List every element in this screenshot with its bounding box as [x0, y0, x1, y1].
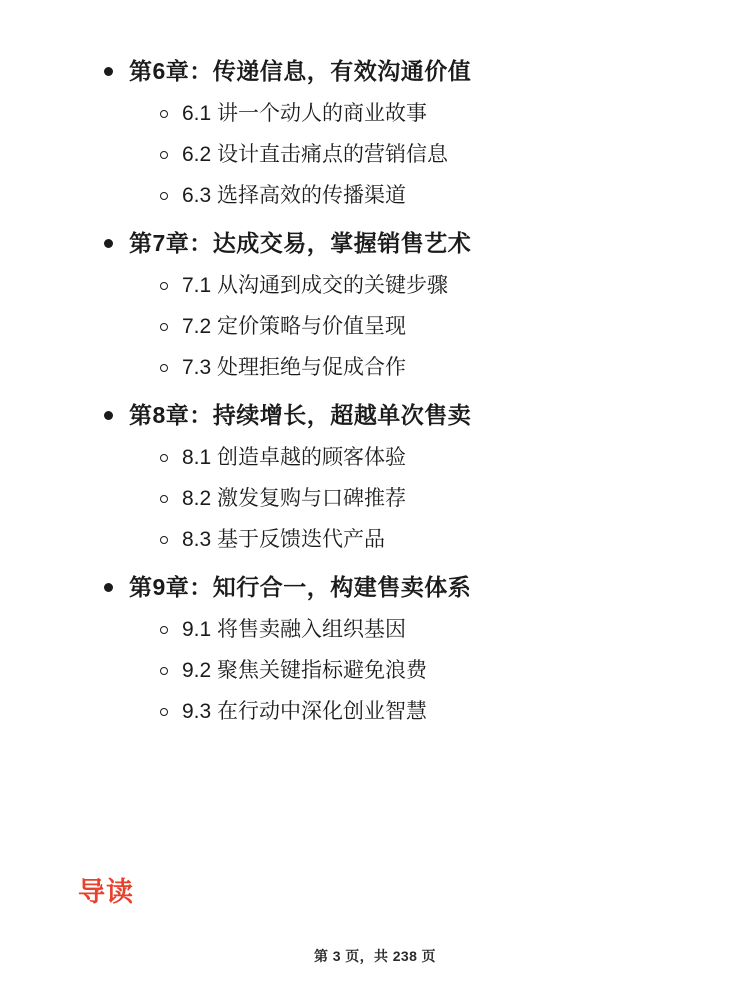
toc-section-title: 9.2 聚焦关键指标避免浪费 [182, 659, 428, 682]
toc-chapter-title: 第9章：知行合一，构建售卖体系 [129, 574, 472, 600]
toc-section-item [60, 270, 690, 302]
table-of-contents [60, 54, 690, 728]
toc-section-list [60, 614, 690, 728]
filled-bullet-icon [104, 67, 113, 76]
hollow-bullet-icon [160, 708, 168, 716]
toc-section-title: 9.3 在行动中深化创业智慧 [182, 700, 428, 723]
toc-section-title: 6.1 讲一个动人的商业故事 [182, 102, 428, 125]
hollow-bullet-icon [160, 454, 168, 462]
hollow-bullet-icon [160, 192, 168, 200]
toc-section-item [60, 139, 690, 171]
hollow-bullet-icon [160, 536, 168, 544]
toc-section-title: 7.3 处理拒绝与促成合作 [182, 356, 407, 379]
hollow-bullet-icon [160, 364, 168, 372]
hollow-bullet-icon [160, 323, 168, 331]
filled-bullet-icon [104, 239, 113, 248]
toc-chapter [60, 54, 690, 212]
toc-chapter-title: 第6章：传递信息，有效沟通价值 [129, 58, 472, 84]
hollow-bullet-icon [160, 667, 168, 675]
page-footer: 第 3 页，共 238 页 [314, 948, 436, 964]
toc-section-item [60, 180, 690, 212]
toc-section-item [60, 311, 690, 343]
toc-section-title: 8.2 激发复购与口碑推荐 [182, 487, 407, 510]
toc-section-item [60, 442, 690, 474]
toc-section-item [60, 655, 690, 687]
toc-chapter-heading [60, 226, 690, 260]
toc-chapter-heading [60, 398, 690, 432]
toc-chapter [60, 398, 690, 556]
toc-section-list [60, 442, 690, 556]
toc-section-list [60, 98, 690, 212]
toc-section-title: 6.2 设计直击痛点的营销信息 [182, 143, 449, 166]
hollow-bullet-icon [160, 282, 168, 290]
toc-section-title: 7.1 从沟通到成交的关键步骤 [182, 274, 449, 297]
filled-bullet-icon [104, 583, 113, 592]
toc-section-item [60, 524, 690, 556]
hollow-bullet-icon [160, 626, 168, 634]
toc-chapter-title: 第8章：持续增长，超越单次售卖 [129, 402, 472, 428]
toc-section-item [60, 98, 690, 130]
toc-section-item [60, 352, 690, 384]
toc-chapter [60, 226, 690, 384]
toc-section-title: 9.1 将售卖融入组织基因 [182, 618, 407, 641]
hollow-bullet-icon [160, 495, 168, 503]
toc-chapter-heading [60, 570, 690, 604]
toc-chapter [60, 570, 690, 728]
toc-section-list [60, 270, 690, 384]
toc-section-item [60, 696, 690, 728]
filled-bullet-icon [104, 411, 113, 420]
toc-section-title: 6.3 选择高效的传播渠道 [182, 184, 407, 207]
toc-section-title: 8.1 创造卓越的顾客体验 [182, 446, 407, 469]
toc-section-item [60, 483, 690, 515]
section-heading-daodu: 导读 [78, 877, 134, 907]
toc-section-title: 7.2 定价策略与价值呈现 [182, 315, 407, 338]
hollow-bullet-icon [160, 110, 168, 118]
toc-chapter-title: 第7章：达成交易，掌握销售艺术 [129, 230, 472, 256]
toc-section-title: 8.3 基于反馈迭代产品 [182, 528, 386, 551]
toc-chapter-heading [60, 54, 690, 88]
hollow-bullet-icon [160, 151, 168, 159]
toc-section-item [60, 614, 690, 646]
